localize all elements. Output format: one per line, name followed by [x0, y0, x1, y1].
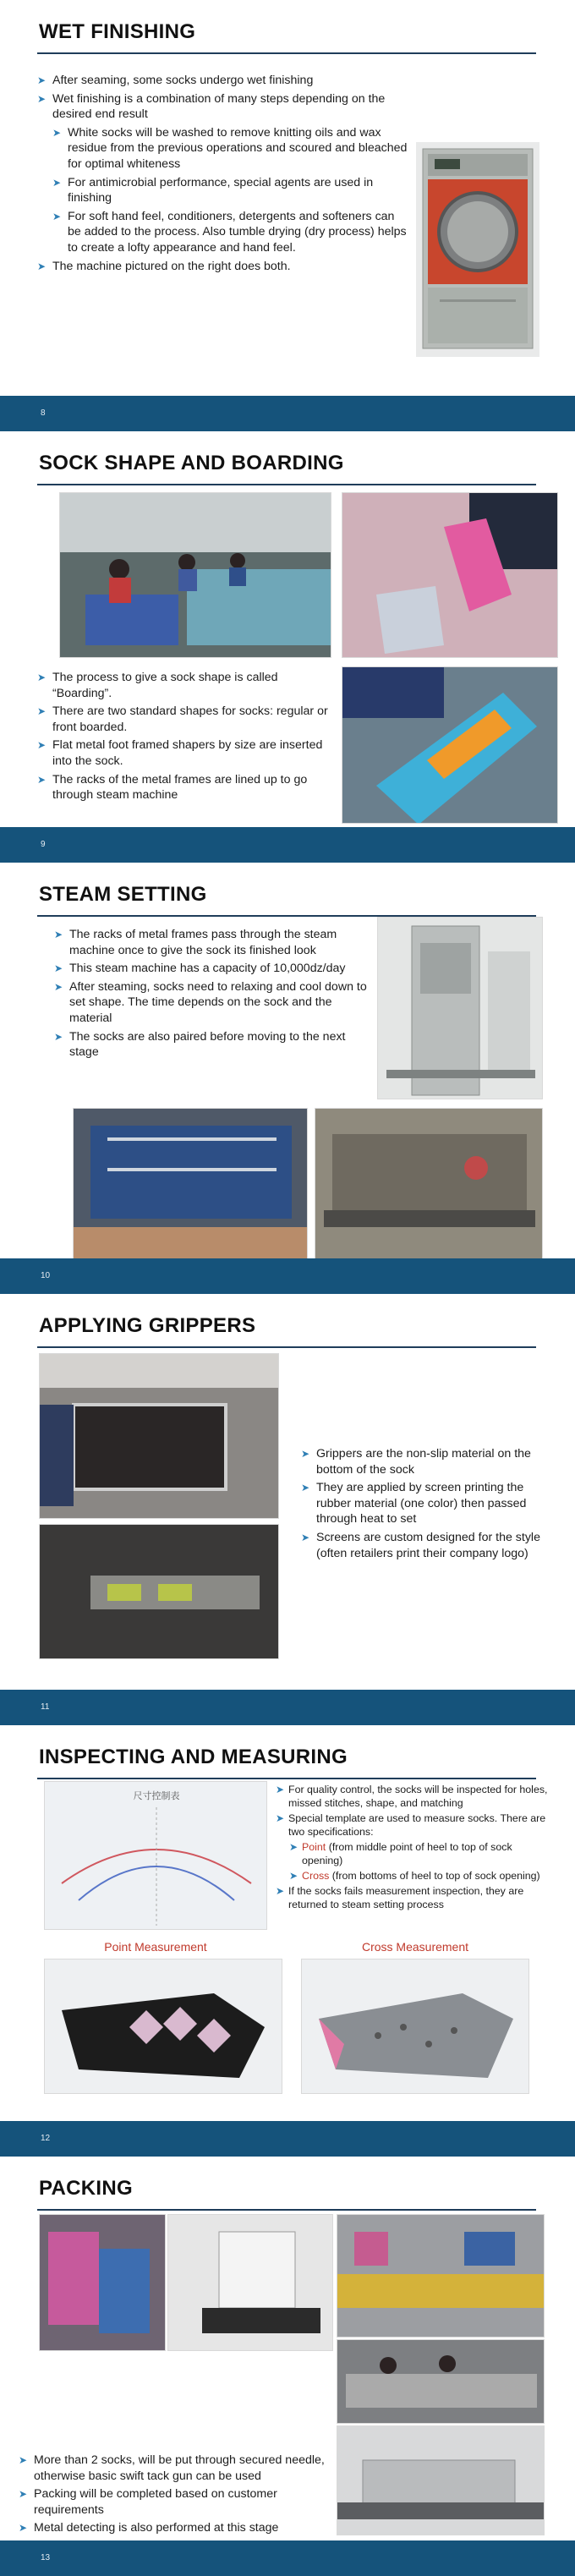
chevron-right-icon: ➤ — [19, 2522, 28, 2535]
bullet-item: ➤ Flat metal foot framed shapers by size are inserted into the sock. — [37, 738, 323, 768]
measurement-chart-photo — [44, 1781, 267, 1930]
chevron-right-icon: ➤ — [54, 1030, 63, 1043]
chevron-right-icon: ➤ — [289, 1841, 298, 1853]
bullet-item: ➤ Screens are custom designed for the style (often retailers print their company logo) — [301, 1530, 540, 1560]
bullet-item: ➤ Packing will be completed based on customer requirements — [19, 2487, 277, 2517]
slide-title: INSPECTING AND MEASURING — [39, 1746, 348, 1768]
chevron-right-icon: ➤ — [289, 1870, 298, 1882]
slide-footer — [0, 827, 575, 863]
bullet-list — [37, 73, 409, 277]
slide-steam-setting — [0, 863, 575, 1294]
title-rule — [37, 1778, 536, 1779]
bullet-list — [19, 2453, 333, 2539]
bullet-item: ➤ Cross (from bottoms of heel to top of sock opening) — [289, 1870, 540, 1882]
chevron-right-icon: ➤ — [19, 2454, 28, 2466]
slide-wet-finishing — [0, 0, 575, 431]
chevron-right-icon: ➤ — [37, 671, 47, 683]
bullet-item: ➤ For antimicrobial performance, special agents are used in finishing — [52, 175, 374, 206]
slide-title: PACKING — [39, 2177, 133, 2200]
bullet-item: ➤ More than 2 socks, will be put through secured needle, otherwise basic swift tack gun can be used — [19, 2453, 325, 2483]
slide-number: 10 — [41, 1271, 51, 1280]
slide-footer — [0, 2121, 575, 2157]
steam-machine-photo — [377, 917, 543, 1099]
chevron-right-icon: ➤ — [54, 962, 63, 975]
point-measurement-caption: Point Measurement — [104, 1940, 207, 1954]
bullet-item: ➤ The machine pictured on the right does both. — [37, 259, 291, 273]
bullet-item: ➤ After seaming, some socks undergo wet finishing — [37, 74, 314, 87]
slide-footer — [0, 1690, 575, 1725]
chevron-right-icon: ➤ — [52, 176, 62, 189]
paired-socks-racks-photo — [73, 1108, 308, 1263]
bullet-item: ➤ Wet finishing is a combination of many steps depending on the desired end result — [37, 91, 386, 122]
bullet-item: ➤ There are two standard shapes for socks: regular or front boarded. — [37, 704, 328, 734]
bullet-item: ➤ After steaming, socks need to relaxing and cool down to set shape. The time depends on the sock and the material — [54, 979, 367, 1025]
bullet-item: ➤ This steam machine has a capacity of 10,000dz/day — [54, 962, 346, 976]
chevron-right-icon: ➤ — [276, 1784, 285, 1795]
slide-title: APPLYING GRIPPERS — [39, 1314, 256, 1337]
title-rule — [37, 52, 536, 54]
bullet-item: ➤ White socks will be washed to remove knitting oils and wax residue from the previous operations and scoured and bleached for optimal whiteness — [52, 125, 408, 171]
chevron-right-icon: ➤ — [37, 74, 47, 86]
sock-on-frame-photo — [342, 666, 558, 824]
steam-conveyor-photo — [315, 1108, 543, 1263]
bullet-list — [54, 927, 369, 1063]
workers-packing-photo — [337, 2339, 545, 2424]
packing-socks-photo — [39, 2214, 166, 2351]
slide-sock-shape-boarding — [0, 431, 575, 863]
chevron-right-icon: ➤ — [52, 126, 62, 139]
bullet-list — [37, 670, 338, 806]
slide-packing — [0, 2157, 575, 2576]
cross-measurement-photo — [301, 1959, 529, 2094]
slide-inspecting-measuring — [0, 1725, 575, 2157]
slide-footer — [0, 1258, 575, 1294]
slide-title: SOCK SHAPE AND BOARDING — [39, 452, 344, 474]
bullet-item: ➤ Grippers are the non-slip material on the bottom of the sock — [301, 1447, 531, 1477]
slide-number: 13 — [41, 2553, 51, 2562]
bullet-item: ➤ Metal detecting is also performed at this stage — [19, 2521, 279, 2535]
chevron-right-icon: ➤ — [37, 739, 47, 752]
bullet-item: ➤ Special template are used to measure socks. There are two specifications: — [276, 1812, 546, 1838]
chevron-right-icon: ➤ — [54, 980, 63, 993]
bullet-item: ➤ For quality control, the socks will be inspected for holes, missed stitches, shape, and matching — [276, 1784, 548, 1809]
chevron-right-icon: ➤ — [301, 1448, 310, 1460]
packing-line-photo — [337, 2214, 545, 2338]
slide-footer — [0, 396, 575, 431]
chevron-right-icon: ➤ — [276, 1885, 285, 1897]
point-measurement-photo — [44, 1959, 282, 2094]
slide-title: WET FINISHING — [39, 20, 196, 43]
bullet-item: ➤ The racks of metal frames pass through the steam machine once to give the sock its finished look — [54, 928, 337, 957]
bullet-item: ➤ The process to give a sock shape is called “Boarding”. — [37, 671, 278, 700]
bullet-item: ➤ For soft hand feel, conditioners, detergents and softeners can be added to the process. Also tumble drying (dry process) helps to create a lofty appearance and hand feel. — [52, 209, 407, 255]
chevron-right-icon: ➤ — [37, 705, 47, 718]
slide-number: 11 — [41, 1702, 50, 1712]
bullet-item: ➤ The socks are also paired before moving to the next stage — [54, 1029, 346, 1060]
bullet-item: ➤ If the socks fails measurement inspection, they are returned to steam setting process — [276, 1885, 524, 1910]
chevron-right-icon: ➤ — [52, 210, 62, 222]
gripper-heat-set-photo — [39, 1524, 279, 1659]
cross-measurement-caption: Cross Measurement — [361, 1940, 469, 1954]
bullet-item: ➤ The racks of the metal frames are lined up to go through steam machine — [37, 772, 308, 803]
chevron-right-icon: ➤ — [301, 1531, 310, 1543]
factory-workers-photo — [59, 492, 331, 658]
chart-heading: 尺寸控制表 — [133, 1790, 180, 1801]
title-rule — [37, 1346, 536, 1348]
chevron-right-icon: ➤ — [37, 773, 47, 786]
slide-title: STEAM SETTING — [39, 883, 207, 906]
chevron-right-icon: ➤ — [19, 2488, 28, 2501]
chevron-right-icon: ➤ — [37, 92, 47, 105]
bullet-list — [276, 1783, 553, 1913]
bullet-item: ➤ Point (from middle point of heel to top of sock opening) — [289, 1841, 512, 1866]
dryer-machine-photo — [416, 142, 539, 357]
chevron-right-icon: ➤ — [54, 929, 63, 940]
chevron-right-icon: ➤ — [37, 260, 47, 272]
boarding-socks-photo — [342, 492, 558, 658]
slide-number: 12 — [41, 2134, 51, 2143]
title-rule — [37, 484, 536, 485]
screen-printing-photo — [39, 1353, 279, 1519]
slide-number: 9 — [41, 840, 46, 849]
metal-detector-photo — [337, 2425, 545, 2535]
chevron-right-icon: ➤ — [301, 1482, 310, 1494]
bullet-list — [301, 1446, 546, 1564]
chevron-right-icon: ➤ — [276, 1812, 285, 1824]
title-rule — [37, 2209, 536, 2211]
slide-footer — [0, 2540, 575, 2576]
tack-gun-machine-photo — [167, 2214, 333, 2351]
slide-number: 8 — [41, 408, 46, 418]
slide-applying-grippers — [0, 1294, 575, 1725]
bullet-item: ➤ They are applied by screen printing the rubber material (one color) then passed through heat to set — [301, 1481, 527, 1526]
